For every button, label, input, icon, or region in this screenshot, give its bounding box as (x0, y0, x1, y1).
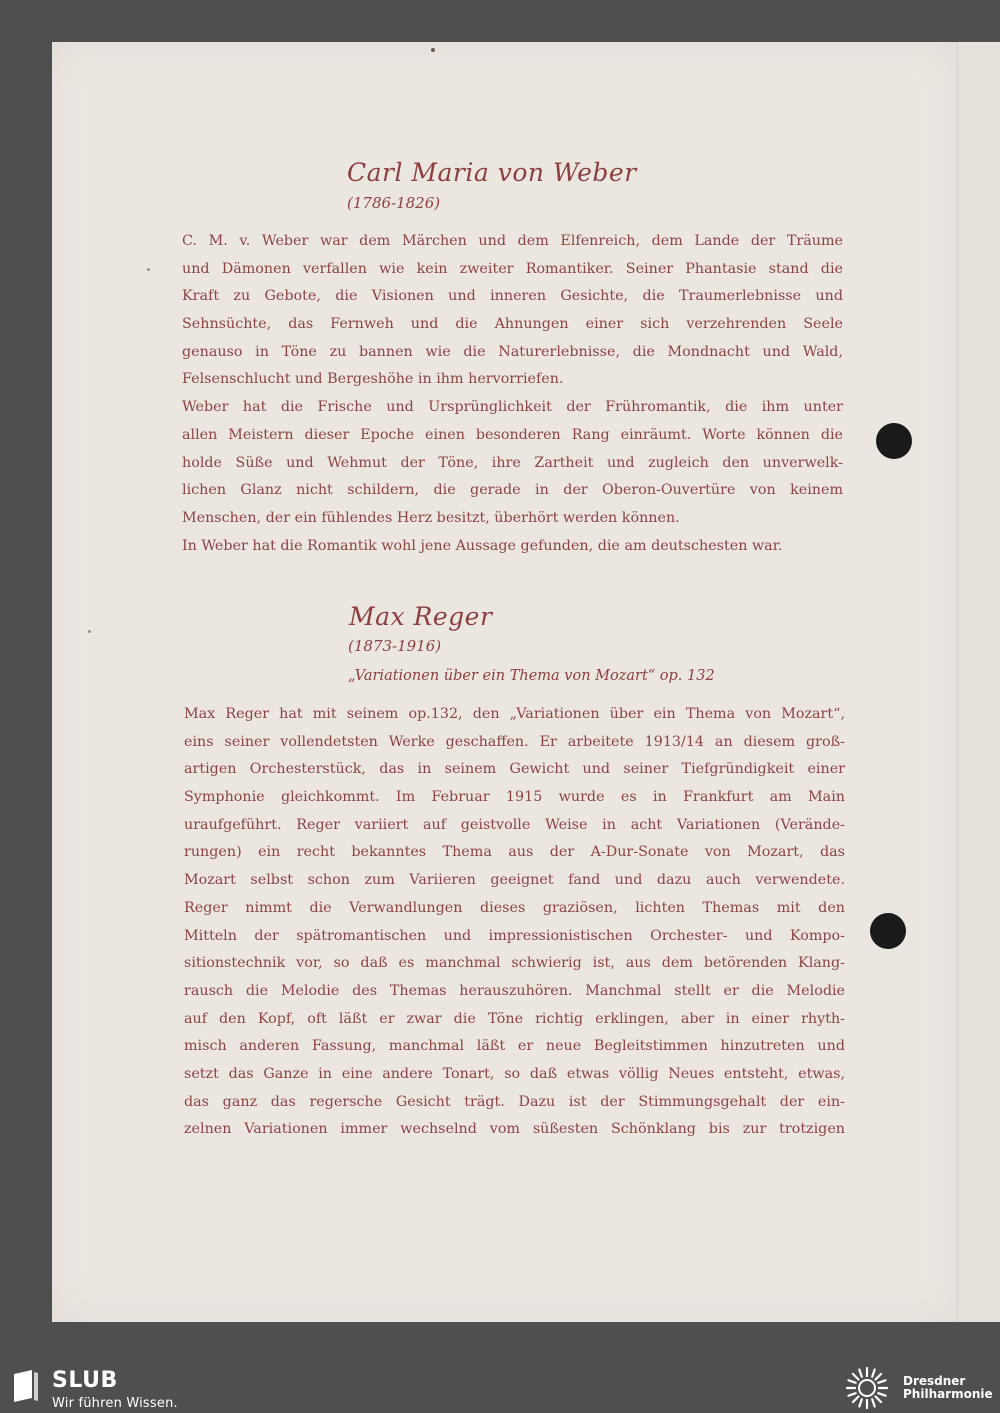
text-line: Symphonie gleichkommt. Im Februar 1915 wurde es in Frankfurt am Main (184, 789, 845, 806)
text-line: Felsenschlucht und Bergeshöhe in ihm hervorriefen. (182, 371, 564, 388)
text-line: und Dämonen verfallen wie kein zweiter Romantiker. Seiner Phantasie stand die (182, 260, 843, 277)
text-line: allen Meistern dieser Epoche einen besonderen Rang einräumt. Worte können die (182, 426, 843, 443)
text-line: zelnen Variationen immer wechselnd vom süßesten Schönklang bis zur trotzigen (184, 1121, 845, 1138)
text-line: uraufgeführt. Reger variiert auf geistvolle Weise in acht Variationen (Verände- (184, 816, 845, 833)
text-line: artigen Orchesterstück, das in seinem Gewicht und seiner Tiefgründigkeit einer (184, 761, 845, 778)
text-line: holde Süße und Wehmut der Töne, ihre Zartheit und zugleich den unverwelk- (182, 454, 843, 471)
partner-name-line2: Philharmonie (903, 1387, 993, 1401)
text-line: rungen) ein recht bekanntes Thema aus der A-Dur-Sonate von Mozart, das (184, 844, 845, 861)
punch-hole (876, 423, 912, 459)
footer-bar (0, 1362, 1000, 1413)
dresdner-philharmonie-logo-icon (842, 1365, 892, 1411)
text-line: Kraft zu Gebote, die Visionen und inneren Gesichte, die Traumerlebnisse und (182, 288, 843, 305)
slub-name: SLUB (52, 1368, 118, 1393)
punch-hole (870, 913, 906, 949)
text-line: genauso in Töne zu bannen wie die Naturerlebnisse, die Mondnacht und Wald, (182, 343, 843, 360)
text-line: Mozart selbst schon zum Variieren geeignet fand und dazu auch verwendete. (184, 872, 845, 889)
reger-body-text (184, 701, 845, 1144)
text-line: Menschen, der ein fühlendes Herz besitzt, überhört werden können. (182, 509, 680, 526)
text-line: lichen Glanz nicht schildern, die gerade in der Oberon-Ouvertüre von keinem (182, 482, 843, 499)
next-page-edge (957, 42, 1000, 1322)
reger-dates: (1873-1916) (348, 637, 442, 655)
text-line: In Weber hat die Romantik wohl jene Aussage gefunden, die am deutschesten war. (182, 537, 783, 554)
reger-title: Max Reger (349, 602, 493, 631)
text-line: auf den Kopf, oft läßt er zwar die Töne richtig erklingen, aber in einer rhyth- (184, 1010, 845, 1027)
text-line: sitionstechnik vor, so daß es manchmal schwierig ist, aus dem betörenden Klang- (184, 955, 845, 972)
slub-logo-icon (12, 1368, 40, 1406)
text-line: setzt das Ganze in eine andere Tonart, so daß etwas völlig Neues entsteht, etwas, (184, 1065, 845, 1082)
text-line: Max Reger hat mit seinem op.132, den „Variationen über ein Thema von Mozart“, (184, 706, 845, 722)
paper-speck (147, 268, 150, 271)
weber-dates: (1786-1826) (347, 194, 441, 212)
text-line: Reger nimmt die Verwandlungen dieses graziösen, lichten Themas mit den (184, 899, 845, 916)
text-line: misch anderen Fassung, manchmal läßt er neue Begleitstimmen hinzutreten und (184, 1038, 845, 1055)
text-line: Sehnsüchte, das Fernweh und die Ahnungen einer sich verzehrenden Seele (182, 316, 843, 333)
weber-title: Carl Maria von Weber (347, 158, 637, 187)
text-line: Weber hat die Frische und Ursprünglichkeit der Frühromantik, die ihm unter (182, 399, 843, 416)
reger-work-title: „Variationen über ein Thema von Mozart“ op. 132 (348, 668, 715, 684)
text-line: Mitteln der spätromantischen und impressionistischen Orchester- und Kompo- (184, 927, 845, 944)
text-line: eins seiner vollendetsten Werke geschaffen. Er arbeitete 1913/14 an diesem groß- (184, 733, 845, 750)
partner-name-line1: Dresdner (903, 1374, 966, 1388)
paper-mark (431, 48, 435, 52)
paper-speck (88, 630, 91, 633)
partner-name (903, 1375, 993, 1401)
text-line: C. M. v. Weber war dem Märchen und dem Elfenreich, dem Lande der Träume (182, 233, 843, 249)
slub-tagline: Wir führen Wissen. (52, 1396, 178, 1411)
text-line: rausch die Melodie des Themas herauszuhören. Manchmal stellt er die Melodie (184, 982, 845, 999)
weber-body-text (182, 228, 843, 560)
text-line: das ganz das regersche Gesicht trägt. Dazu ist der Stimmungsgehalt der ein- (184, 1093, 845, 1110)
